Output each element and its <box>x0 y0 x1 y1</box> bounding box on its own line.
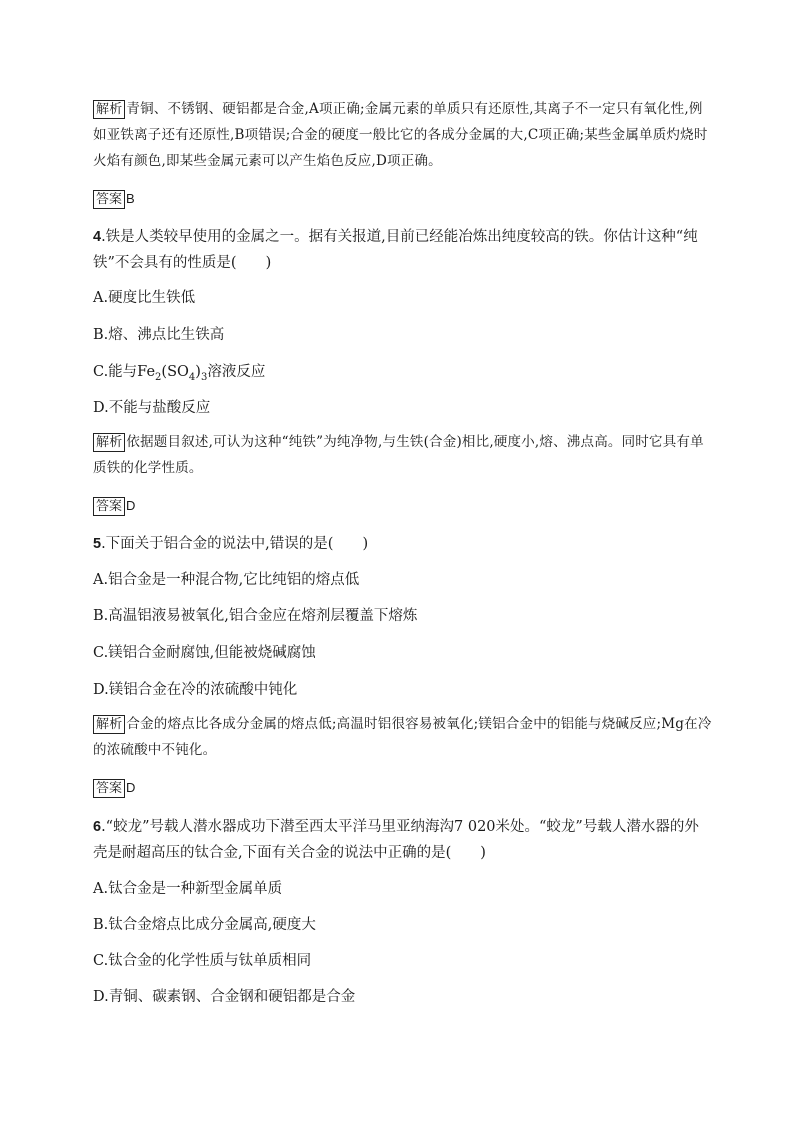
q4-option-c-sub3: 3 <box>200 371 208 383</box>
q4-analysis <box>93 429 713 481</box>
q3-answer-value: B <box>126 191 135 206</box>
q4-answer-value: D <box>126 498 136 513</box>
q4-option-c-post: 溶液反应 <box>207 364 266 380</box>
q4-option-c-sub2: 4 <box>188 371 196 383</box>
q5-option-c: C.镁铝合金耐腐蚀,但能被烧碱腐蚀 <box>93 645 316 661</box>
q5-analysis <box>93 711 713 763</box>
analysis-tag: 解析 <box>93 715 125 734</box>
q4-stem-text: .铁是人类较早使用的金属之一。据有关报道,目前已经能冶炼出纯度较高的铁。你估计这种“纯铁”不会具有的性质是( ) <box>93 229 698 271</box>
q4-option-d: D.不能与盐酸反应 <box>93 400 211 416</box>
q4-option-c-pre: C.能与Fe <box>93 364 156 380</box>
q3-analysis-text: 青铜、不锈钢、硬铝都是合金,A项正确;金属元素的单质只有还原性,其离子不一定只有氧化性,例如亚铁离子还有还原性,B项错误;合金的硬度一般比它的各成分金属的大,C项正确;某些金属单质灼烧时火焰有颜色,即某些金属元素可以产生焰色反应,D项正确。 <box>93 101 708 169</box>
q6-option-c: C.钛合金的化学性质与钛单质相同 <box>93 953 312 969</box>
q6-number: 6 <box>93 819 102 835</box>
q5-option-a: A.铝合金是一种混合物,它比纯铝的熔点低 <box>93 572 360 588</box>
q4-stem <box>93 224 713 276</box>
q6-option-b: B.钛合金熔点比成分金属高,硬度大 <box>93 917 316 933</box>
q4-option-c-mid: (SO <box>161 364 189 380</box>
q5-number: 5 <box>93 536 102 552</box>
analysis-tag: 解析 <box>93 433 125 452</box>
answer-tag: 答案 <box>93 497 125 516</box>
answer-tag: 答案 <box>93 779 125 798</box>
q4-option-b: B.熔、沸点比生铁高 <box>93 327 225 343</box>
q4-option-c-mid2: ) <box>195 364 201 380</box>
q4-number: 4 <box>93 229 102 245</box>
q5-option-d: D.镁铝合金在冷的浓硫酸中钝化 <box>93 682 298 698</box>
answer-tag: 答案 <box>93 190 125 209</box>
q4-option-a: A.硬度比生铁低 <box>93 290 196 306</box>
q4-option-c <box>93 362 713 382</box>
q4-answer <box>93 493 713 519</box>
q6-stem <box>93 814 713 866</box>
q5-option-b: B.高温铝液易被氧化,铝合金应在熔剂层覆盖下熔炼 <box>93 608 418 624</box>
q6-stem-text: .“蛟龙”号载人潜水器成功下潜至西太平洋马里亚纳海沟7 020米处。“蛟龙”号载人潜水器的外壳是耐超高压的钛合金,下面有关合金的说法中正确的是( ) <box>93 819 699 861</box>
q4-option-c-sub1: 2 <box>155 371 162 383</box>
q5-answer-value: D <box>126 780 136 795</box>
q6-option-d: D.青铜、碳素钢、合金钢和硬铝都是合金 <box>93 989 356 1005</box>
q5-analysis-text: 合金的熔点比各成分金属的熔点低;高温时铝很容易被氧化;镁铝合金中的铝能与烧碱反应;Mg在冷的浓硫酸中不钝化。 <box>93 716 712 758</box>
q5-stem <box>93 531 713 557</box>
q3-answer <box>93 186 713 212</box>
q4-analysis-text: 依据题目叙述,可认为这种“纯铁”为纯净物,与生铁(合金)相比,硬度小,熔、沸点高。同时它具有单质铁的化学性质。 <box>93 434 704 476</box>
q5-answer <box>93 775 713 801</box>
analysis-tag: 解析 <box>93 100 125 119</box>
q5-stem-text: .下面关于铝合金的说法中,错误的是( ) <box>101 536 369 552</box>
q3-analysis <box>93 96 713 174</box>
q6-option-a: A.钛合金是一种新型金属单质 <box>93 881 283 897</box>
